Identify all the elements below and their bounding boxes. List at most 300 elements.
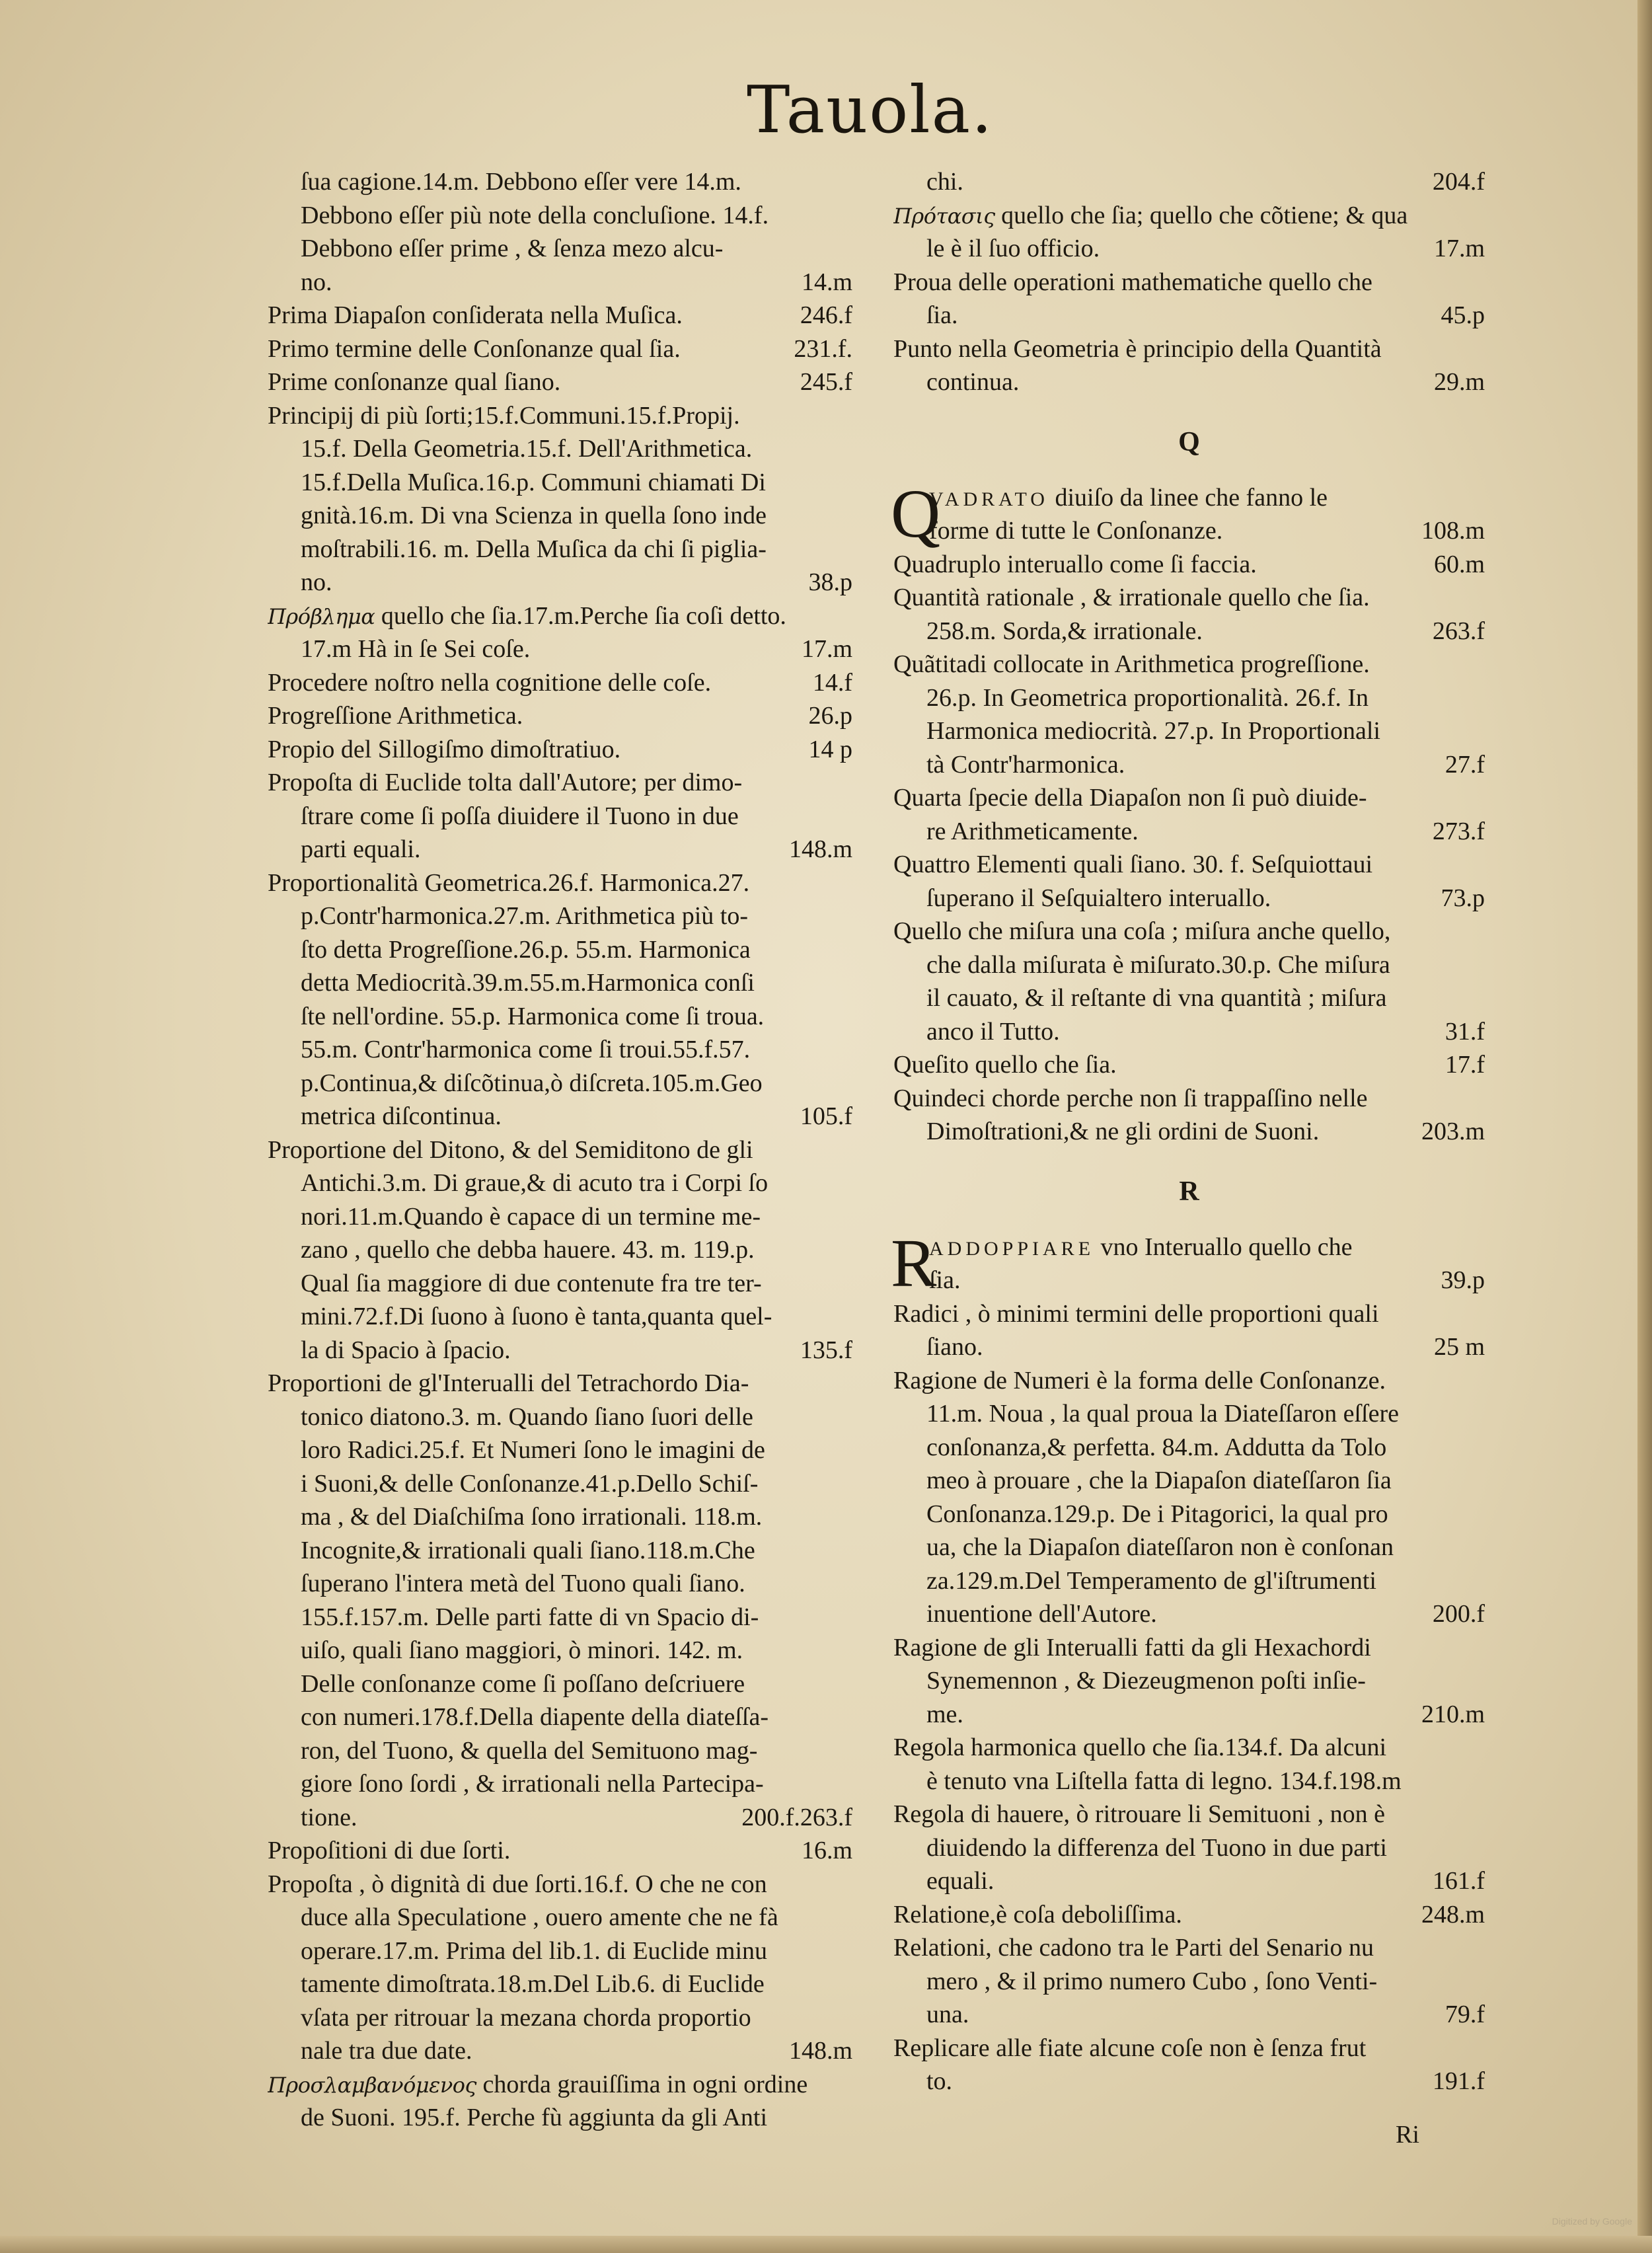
entry-text-run: no. [301, 568, 332, 596]
entry-line [268, 432, 852, 466]
entry-text-run: diuiſo da linee che fanno le [1048, 483, 1328, 512]
entry-line [893, 332, 1485, 366]
index-entry [268, 666, 852, 700]
entry-text [893, 1734, 1386, 1761]
entry-line [268, 365, 852, 399]
entry-text-run: Regola di hauere, ò ritrouare li Semituoni , non è [893, 1800, 1385, 1828]
entry-line [893, 848, 1485, 882]
index-entry [268, 1133, 852, 1367]
entry-text [893, 917, 1390, 945]
entry-text [301, 1470, 758, 1498]
entry-text [301, 632, 530, 666]
index-entry-with-initial [891, 1225, 1485, 1301]
entry-text-run: Ragione de gli Interualli fatti da gli Hexachordi [893, 1633, 1371, 1661]
index-entry [893, 915, 1485, 1048]
page-reference: 248.m [1421, 1900, 1485, 1928]
page-reference: 246.f [800, 301, 852, 329]
entry-text-run: Prime conſonanze qual ſiano. [268, 368, 561, 396]
entry-text [926, 748, 1125, 782]
entry-text [301, 1203, 761, 1231]
entry-text [926, 1330, 983, 1364]
entry-line [268, 1400, 852, 1434]
entry-text-run: nale tra due date. [301, 2037, 472, 2065]
entry-text [926, 165, 963, 199]
entry-text [301, 1503, 762, 1531]
entry-text-run: de Suoni. 195.f. Perche fù aggiunta da gli Anti [301, 2104, 768, 2131]
entry-line [893, 1798, 1485, 1831]
entry-text [301, 802, 739, 830]
entry-text-run: Replicare alle fiate alcune coſe non è ſenza frut [893, 2034, 1367, 2062]
entry-text [301, 833, 420, 866]
entry-text [926, 1864, 994, 1898]
entry-text-run: Radici , ò minimi termini delle proportioni quali [893, 1299, 1379, 1328]
entry-text-run: 17.m Hà in ſe Sei coſe. [301, 635, 531, 663]
entry-text [926, 1967, 1377, 1995]
entry-line [893, 948, 1485, 982]
entry-text-run: Regola harmonica quello che ſia.134.f. Da alcuni [893, 1734, 1387, 1761]
entry-line [268, 1200, 852, 1234]
entry-line [268, 1634, 852, 1667]
entry-line [893, 681, 1485, 715]
index-entry [893, 1048, 1485, 1082]
entry-text-run: 15.f.Della Muſica.16.p. Communi chiamati Di [301, 468, 766, 496]
entry-text-run: Debbono eſſer prime , & ſenza mezo alcu- [301, 235, 724, 262]
entry-text-run: ſia. [926, 301, 958, 329]
entry-line [893, 2065, 1485, 2098]
entry-text-run: 26.p. In Geometrica proportionalità. 26.f. In [926, 683, 1369, 712]
page-edge-bottom [0, 2236, 1652, 2253]
entry-line [893, 232, 1485, 266]
entry-line [893, 1898, 1485, 1932]
entry-text [926, 1467, 1392, 1494]
entry-line [893, 1464, 1485, 1498]
entry-text-run: ma , & del Diaſchiſma ſono irrationali. 118.m. [301, 1503, 763, 1531]
entry-line [893, 915, 1485, 948]
entry-text [926, 1433, 1386, 1461]
entry-text [893, 1934, 1374, 1962]
entry-line [268, 1601, 852, 1634]
entry-text-run: Antichi.3.m. Di graue,& di acuto tra i Corpi ſo [301, 1169, 769, 1197]
entry-line [268, 466, 852, 500]
entry-line [268, 800, 852, 833]
entry-line [268, 1233, 852, 1267]
entry-text [893, 2034, 1366, 2062]
entry-line [268, 2001, 852, 2035]
entry-text-run: 258.m. Sorda,& irrationale. [926, 617, 1203, 645]
page-reference: 191.f [1432, 2067, 1485, 2095]
entry-line [893, 514, 1485, 548]
index-entry [893, 1364, 1485, 1631]
page-reference: 14.m [801, 268, 852, 296]
entry-text-run: è tenuto vna Liſtella fatta di legno. 134.f.198.m [926, 1767, 1402, 1795]
page-reference: 29.m [1433, 368, 1485, 396]
entry-text [926, 1015, 1060, 1049]
entry-text-run: moſtrabili.16. m. Della Muſica da chi ſi piglia- [301, 535, 767, 563]
page-reference: 39.p [1441, 1266, 1485, 1294]
entry-text-run: za.129.m.Del Temperamento de gl'iſtrumenti [926, 1566, 1376, 1595]
entry-text-run: Qual ſia maggiore di due contenute fra tre ter- [301, 1269, 762, 1297]
index-entry [268, 2068, 852, 2135]
index-entry [893, 848, 1485, 915]
page-reference: 17.m [1433, 235, 1485, 262]
entry-line [268, 1834, 852, 1868]
entry-line [893, 981, 1485, 1015]
index-entry [893, 165, 1485, 199]
page-reference: 26.p [808, 702, 852, 730]
entry-text-run: ſtrare come ſi poſſa diuidere il Tuono in due [301, 802, 739, 830]
entry-line [893, 1231, 1485, 1264]
entry-text-run: no. [301, 268, 332, 296]
entry-text-run: equali. [926, 1867, 995, 1895]
entry-text-run: Quantità rationale , & irrationale quello che ſia. [893, 584, 1370, 611]
page-reference: 27.f [1445, 750, 1485, 779]
entry-line [268, 1567, 852, 1601]
entry-text-run: tamente dimoſtrata.18.m.Del Lib.6. di Euclide [301, 1970, 765, 1998]
entry-line [268, 1433, 852, 1467]
digitization-stamp: Digitized by Google [1552, 2216, 1632, 2227]
index-entry [268, 1834, 852, 1868]
entry-text [926, 1834, 1387, 1862]
entry-line [893, 1498, 1485, 1531]
entry-text-run: Propoſta , ò dignità di due ſorti.16.f. O che ne con [268, 1870, 767, 1898]
entry-text-run: ſuperano l'intera metà del Tuono quali ſiano. [301, 1570, 745, 1597]
entry-text-run: vno Interuallo quello che [1094, 1233, 1353, 1261]
entry-text [268, 2071, 807, 2098]
entry-line [893, 365, 1485, 399]
entry-line [893, 165, 1485, 199]
entry-text [929, 514, 1222, 548]
entry-text-run: Relatione,è coſa deboliſſima. [893, 1900, 1182, 1928]
entry-text [929, 1233, 1352, 1261]
entry-text [301, 566, 332, 599]
page-reference: 263.f [1432, 617, 1485, 645]
entry-text-run: Principij di più ſorti;15.f.Communi.15.f.Propij. [268, 401, 740, 430]
entry-line [268, 1500, 852, 1534]
entry-text-run: quello che ſia.17.m.Perche ſia coſi detto. [375, 601, 786, 630]
entry-line [268, 733, 852, 767]
entry-text-run: ron, del Tuono, & quella del Semituono mag- [301, 1736, 758, 1765]
entry-line [893, 1330, 1485, 1364]
entry-text-run: Synemennon , & Diezeugmenon poſti inſie- [926, 1667, 1366, 1695]
page-reference: 60.m [1433, 550, 1485, 578]
entry-line [268, 1767, 852, 1801]
entry-text-run: duce alla Speculatione , ouero amente che ne fà [301, 1903, 778, 1931]
entry-text [268, 602, 786, 630]
entry-text [926, 365, 1019, 399]
entry-line [268, 499, 852, 533]
entry-text [301, 469, 766, 496]
entry-text-run: ſia. [929, 1266, 961, 1294]
entry-text [926, 882, 1271, 915]
entry-text-run: ſte nell'ordine. 55.p. Harmonica come ſi troua. [301, 1002, 765, 1030]
entry-text-run: Quadruplo interuallo come ſi faccia. [893, 550, 1257, 578]
page-reference: 38.p [808, 568, 852, 596]
entry-text-run: nori.11.m.Quando è capace di un termine me- [301, 1202, 761, 1231]
index-entry [268, 1868, 852, 2068]
entry-text [926, 299, 957, 332]
entry-line [893, 1364, 1485, 1398]
entry-text-run: Prima Diapaſon conſiderata nella Muſica. [268, 301, 683, 329]
entry-text [893, 650, 1370, 678]
index-entry [268, 866, 852, 1133]
entry-text [926, 1533, 1394, 1561]
entry-text [301, 1403, 753, 1431]
greek-headword: Πρόβλημα [268, 603, 375, 629]
drop-cap-initial: Q [891, 475, 941, 552]
index-entry [268, 766, 852, 866]
entry-line [268, 899, 852, 933]
entry-text-run: uiſo, quali ſiano maggiori, ò minori. 142. m. [301, 1636, 743, 1664]
entry-line [268, 232, 852, 266]
small-caps-headword: ADDOPPIARE [929, 1237, 1095, 1260]
index-entry [268, 165, 852, 299]
entry-text-run: tione. [301, 1803, 357, 1831]
entry-line [893, 1998, 1485, 2032]
entry-text-run: 11.m. Noua , la qual proua la Diateſſaron eſſere [926, 1400, 1400, 1428]
entry-text [301, 202, 769, 229]
entry-line [893, 266, 1485, 299]
index-entry [893, 1082, 1485, 1149]
entry-text [926, 1500, 1388, 1528]
page-reference: 17.m [801, 635, 852, 663]
drop-cap-initial: R [891, 1225, 937, 1301]
r-entries [893, 1297, 1485, 2098]
entry-text-run: inuentione dell'Autore. [926, 1600, 1157, 1628]
entry-text-run: forme di tutte le Conſonanze. [929, 517, 1223, 545]
page-reference: 73.p [1441, 884, 1485, 912]
index-entry [268, 733, 852, 767]
entry-text-run: Proportioni de gl'Interualli del Tetrachordo Dia- [268, 1369, 749, 1397]
entry-text-run: re Arithmeticamente. [926, 817, 1139, 845]
page-reference: 231.f. [794, 334, 852, 363]
page-reference: 79.f [1445, 2001, 1485, 2028]
entry-text-run: Proportionalità Geometrica.26.f. Harmonica.27. [268, 868, 750, 897]
entry-text [926, 1698, 963, 1732]
entry-line [268, 1934, 852, 1968]
entry-text [926, 1400, 1399, 1428]
entry-text [926, 615, 1203, 648]
entry-line [893, 615, 1485, 648]
small-caps-headword: VADRATO [929, 488, 1049, 510]
entry-text-run: ua, che la Diapaſon diateſſaron non è conſonan [926, 1533, 1394, 1561]
entry-text-run: Queſito quello che ſia. [893, 1051, 1117, 1079]
page-reference: 200.f.263.f [741, 1803, 852, 1831]
index-entry [893, 648, 1485, 781]
right-top-entries [893, 165, 1485, 399]
entry-line [268, 766, 852, 800]
page-reference: 45.p [1441, 301, 1485, 329]
page-title: Tauola. [747, 73, 994, 148]
entry-text-run: Quello che miſura una coſa ; miſura anche quello, [893, 917, 1391, 945]
page-edge-right [1637, 0, 1652, 2253]
entry-line [268, 1367, 852, 1400]
entry-text [301, 1270, 762, 1297]
entry-line [268, 1300, 852, 1334]
entry-text [893, 784, 1367, 812]
index-entry [893, 2032, 1485, 2098]
entry-text-run: Quarta ſpecie della Diapaſon non ſi può diuide- [893, 784, 1367, 812]
entry-text [926, 232, 1100, 266]
entry-text-run: vſata per ritrouar la mezana chorda proportio [301, 2003, 751, 2032]
entry-line [893, 1082, 1485, 1116]
page-reference: 203.m [1421, 1118, 1485, 1145]
index-entry [893, 581, 1485, 648]
entry-text-run: diuidendo la differenza del Tuono in due parti [926, 1833, 1387, 1862]
greek-headword: Προσλαμβανόμενος [268, 2072, 476, 2098]
entry-text-run: detta Mediocrità.39.m.55.m.Harmonica conſi [301, 969, 755, 997]
entry-line [268, 833, 852, 866]
entry-text [301, 1169, 768, 1197]
entry-text-run: giore ſono ſordi , & irrationali nella Partecipa- [301, 1770, 764, 1798]
entry-text [268, 332, 681, 366]
entry-line [893, 548, 1485, 582]
entry-line [268, 599, 852, 633]
entry-line [268, 2101, 852, 2135]
entry-line [893, 1397, 1485, 1431]
entry-text-run: Dimoſtrationi,& ne gli ordini de Suoni. [926, 1118, 1320, 1145]
entry-text [926, 1998, 969, 2032]
entry-text-run: che dalla miſurata è miſurato.30.p. Che miſura [926, 950, 1390, 979]
entry-text [926, 1567, 1376, 1595]
entry-line [893, 2032, 1485, 2065]
entry-line [893, 1015, 1485, 1049]
entry-text [268, 733, 620, 767]
entry-text-run: chi. [926, 168, 963, 196]
entry-text [268, 402, 740, 430]
entry-text-run: 155.f.157.m. Delle parti fatte di vn Spacio di- [301, 1603, 759, 1631]
entry-line [268, 533, 852, 566]
entry-line [893, 748, 1485, 782]
entry-text [301, 936, 751, 964]
index-entry [893, 548, 1485, 582]
entry-text [893, 548, 1257, 582]
entry-text [268, 869, 749, 897]
entry-line [268, 1467, 852, 1501]
entry-text [301, 435, 752, 463]
entry-text [268, 1136, 753, 1164]
entry-text [301, 1636, 743, 1664]
entry-text [301, 1903, 778, 1931]
entry-text-run: anco il Tutto. [926, 1017, 1060, 1046]
q-first-entry [891, 475, 1485, 552]
index-entry [893, 1631, 1485, 1732]
entry-line [893, 581, 1485, 615]
entry-line [268, 332, 852, 366]
entry-line [268, 165, 852, 199]
entry-text [301, 1937, 767, 1965]
entry-text [893, 1634, 1371, 1661]
entry-text [893, 1367, 1386, 1394]
entry-line [893, 1297, 1485, 1331]
index-entry [893, 199, 1485, 266]
entry-text-run: con numeri.178.f.Della diapente della diateſſa- [301, 1703, 769, 1731]
entry-text [926, 2065, 952, 2098]
index-entry [268, 332, 852, 366]
entry-line [893, 815, 1485, 849]
index-entry [268, 1367, 852, 1834]
index-entry [893, 1898, 1485, 1932]
entry-line [268, 2068, 852, 2102]
entry-text-run: Debbono eſſer più note della concluſione. 14.f. [301, 201, 769, 229]
entry-text-run: il cauato, & il reſtante di vna quantità ; miſura [926, 984, 1387, 1012]
entry-text [926, 951, 1390, 979]
entry-text [301, 168, 741, 196]
entry-text [301, 1703, 769, 1731]
entry-text-run: la di Spacio à ſpacio. [301, 1336, 511, 1364]
page-reference: 25 m [1433, 1333, 1485, 1361]
entry-text [301, 2101, 767, 2135]
index-entry [893, 781, 1485, 848]
index-entry-with-initial [891, 475, 1485, 552]
entry-text [268, 1870, 767, 1898]
q-entries [893, 548, 1485, 1149]
entry-text-run: gnità.16.m. Di vna Scienza in quella ſono inde [301, 502, 767, 529]
entry-line [268, 1133, 852, 1167]
entry-line [268, 199, 852, 233]
entry-line [893, 1564, 1485, 1598]
entry-line [268, 1100, 852, 1133]
entry-text-run: p.Contr'harmonica.27.m. Arithmetica più to- [301, 902, 748, 930]
entry-text [893, 335, 1382, 363]
entry-text [893, 202, 1408, 229]
entry-text [926, 717, 1380, 745]
entry-text-run: ſuperano il Seſquialtero interuallo. [926, 884, 1271, 912]
entry-text-run: Propoſta di Euclide tolta dall'Autore; per dimo- [268, 769, 743, 796]
entry-text [893, 851, 1372, 878]
entry-line [893, 1831, 1485, 1865]
index-entry [268, 399, 852, 599]
entry-text [301, 1670, 745, 1698]
entry-text-run: operare.17.m. Prima del lib.1. di Euclide minu [301, 1936, 768, 1965]
entry-text [301, 1100, 502, 1133]
entry-line [268, 1267, 852, 1301]
entry-text-run: tà Contr'harmonica. [926, 750, 1125, 779]
entry-line [268, 1166, 852, 1200]
entry-line [893, 882, 1485, 915]
entry-text [301, 1436, 765, 1464]
entry-text-run: Conſonanza.129.p. De i Pitagorici, la qual pro [926, 1500, 1388, 1528]
catchword: Ri [1396, 2121, 1419, 2149]
entry-text-run: zano , quello che debba hauere. 43. m. 119.p. [301, 1236, 755, 1264]
entry-text [301, 266, 332, 299]
page-reference: 16.m [801, 1837, 852, 1864]
entry-line [893, 714, 1485, 748]
entry-text-run: Progreſſione Arithmetica. [268, 702, 523, 730]
entry-text [893, 1898, 1182, 1932]
entry-text [926, 1597, 1157, 1631]
entry-text [893, 1048, 1117, 1082]
left-column [268, 165, 852, 2135]
entry-text [301, 902, 748, 930]
entry-text [301, 1069, 763, 1097]
entry-text [301, 1570, 745, 1597]
entry-line [268, 1000, 852, 1034]
entry-text [893, 584, 1370, 611]
entry-text-run: Primo termine delle Conſonanze qual ſia. [268, 334, 681, 363]
entry-line [893, 1597, 1485, 1631]
entry-line [268, 632, 852, 666]
index-entry [268, 299, 852, 332]
entry-text [301, 1770, 764, 1798]
entry-text [893, 1300, 1379, 1328]
entry-text-run: le è il ſuo officio. [926, 235, 1100, 262]
index-entry [268, 699, 852, 733]
entry-text-run: Delle conſonanze come ſi poſſano deſcriuere [301, 1669, 745, 1698]
entry-text [268, 1369, 749, 1397]
index-entry [893, 1931, 1485, 2032]
entry-text-run: mini.72.f.Di ſuono à ſuono è tanta,quanta quel- [301, 1303, 772, 1330]
index-entry [893, 266, 1485, 332]
